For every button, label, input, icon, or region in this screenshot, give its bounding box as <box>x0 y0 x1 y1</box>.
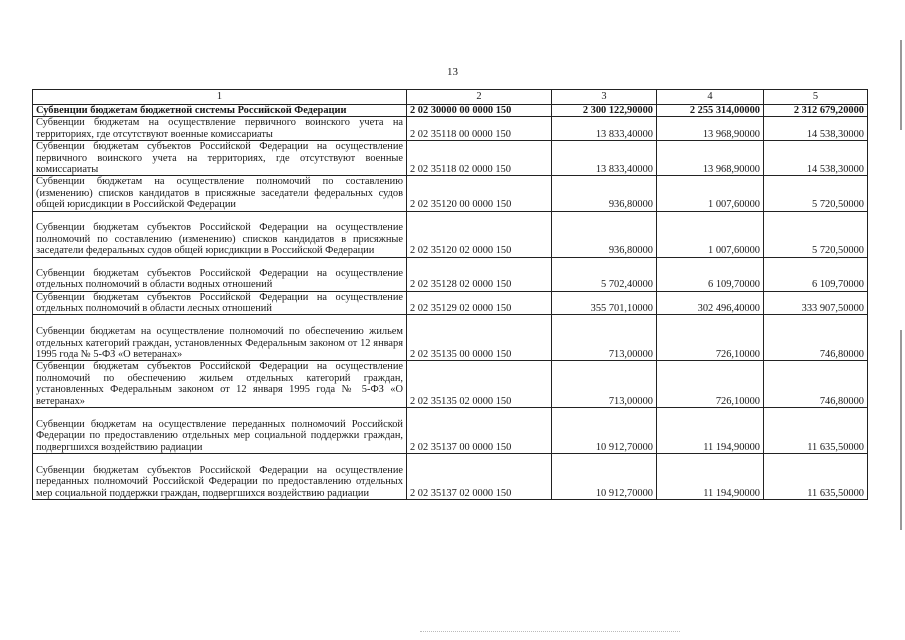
row-value-cell-col3: 10 912,70000 <box>552 408 657 454</box>
table-row <box>33 117 868 141</box>
row-value-cell-col4: 2 255 314,00000 <box>657 105 764 117</box>
row-name-cell: Субвенции бюджетам на осуществление полномочий по обеспечению жильем отдельных категорий граждан, установленных Федеральным законом от 12 января 1995 года № 5-ФЗ «О ветеранах» <box>33 315 407 361</box>
row-value-cell-col5: 6 109,70000 <box>764 257 868 291</box>
row-value-cell-col3: 5 702,40000 <box>552 257 657 291</box>
row-value-cell-col5: 333 907,50000 <box>764 291 868 315</box>
scan-artifact <box>420 631 680 633</box>
row-code-cell: 2 02 35137 00 0000 150 <box>407 408 552 454</box>
row-code-cell: 2 02 35128 02 0000 150 <box>407 257 552 291</box>
row-value-cell-col5: 2 312 679,20000 <box>764 105 868 117</box>
row-code-cell: 2 02 35135 00 0000 150 <box>407 315 552 361</box>
row-code-cell: 2 02 35135 02 0000 150 <box>407 361 552 408</box>
row-value-cell-col3: 713,00000 <box>552 315 657 361</box>
scan-edge-mark <box>900 330 902 530</box>
header-col-1: 1 <box>33 90 407 105</box>
row-code-cell: 2 02 35118 00 0000 150 <box>407 117 552 141</box>
table-row <box>33 454 868 500</box>
row-name-cell: Субвенции бюджетам субъектов Российской Федерации на осуществление переданных полномочий Российской Федерации по предоставлению отдельных мер социальной поддержки граждан, подвергшихся воздействию радиации <box>33 454 407 500</box>
table-row <box>33 315 868 361</box>
row-value-cell-col3: 13 833,40000 <box>552 141 657 176</box>
table-row <box>33 105 868 117</box>
table-row <box>33 257 868 291</box>
row-value-cell-col5: 746,80000 <box>764 315 868 361</box>
row-value-cell-col3: 355 701,10000 <box>552 291 657 315</box>
row-code-cell: 2 02 35120 00 0000 150 <box>407 176 552 211</box>
row-value-cell-col5: 14 538,30000 <box>764 117 868 141</box>
row-value-cell-col3: 713,00000 <box>552 361 657 408</box>
row-value-cell-col4: 726,10000 <box>657 361 764 408</box>
table-header-row <box>33 90 868 105</box>
row-value-cell-col5: 14 538,30000 <box>764 141 868 176</box>
table-row <box>33 361 868 408</box>
header-col-4: 4 <box>657 90 764 105</box>
row-code-cell: 2 02 35118 02 0000 150 <box>407 141 552 176</box>
table-row <box>33 141 868 176</box>
row-value-cell-col3: 13 833,40000 <box>552 117 657 141</box>
row-code-cell: 2 02 35137 02 0000 150 <box>407 454 552 500</box>
row-name-cell: Субвенции бюджетам на осуществление переданных полномочий Российской Федерации по предоставлению отдельных мер социальной поддержки граждан, подвергшихся воздействию радиации <box>33 408 407 454</box>
row-value-cell-col4: 6 109,70000 <box>657 257 764 291</box>
row-name-cell: Субвенции бюджетам субъектов Российской Федерации на осуществление отдельных полномочий в области лесных отношений <box>33 291 407 315</box>
row-value-cell-col4: 1 007,60000 <box>657 176 764 211</box>
row-value-cell-col4: 1 007,60000 <box>657 211 764 257</box>
row-value-cell-col3: 2 300 122,90000 <box>552 105 657 117</box>
budget-table <box>32 89 868 500</box>
table-body <box>33 105 868 500</box>
row-name-cell: Субвенции бюджетам бюджетной системы Российской Федерации <box>33 105 407 117</box>
row-value-cell-col4: 11 194,90000 <box>657 408 764 454</box>
row-value-cell-col4: 726,10000 <box>657 315 764 361</box>
row-code-cell: 2 02 30000 00 0000 150 <box>407 105 552 117</box>
row-code-cell: 2 02 35120 02 0000 150 <box>407 211 552 257</box>
scan-edge-mark <box>900 40 902 130</box>
row-value-cell-col4: 13 968,90000 <box>657 141 764 176</box>
row-value-cell-col4: 302 496,40000 <box>657 291 764 315</box>
row-value-cell-col4: 13 968,90000 <box>657 117 764 141</box>
row-value-cell-col3: 10 912,70000 <box>552 454 657 500</box>
row-code-cell: 2 02 35129 02 0000 150 <box>407 291 552 315</box>
row-value-cell-col5: 5 720,50000 <box>764 176 868 211</box>
table-row <box>33 176 868 211</box>
page-number: 13 <box>447 66 458 78</box>
row-value-cell-col5: 5 720,50000 <box>764 211 868 257</box>
row-value-cell-col3: 936,80000 <box>552 176 657 211</box>
table-row <box>33 291 868 315</box>
row-value-cell-col3: 936,80000 <box>552 211 657 257</box>
row-name-cell: Субвенции бюджетам субъектов Российской Федерации на осуществление полномочий по составлению (изменению) списков кандидатов в присяжные заседатели федеральных судов общей юрисдикции в Российской Федерации <box>33 211 407 257</box>
header-col-2: 2 <box>407 90 552 105</box>
row-value-cell-col5: 746,80000 <box>764 361 868 408</box>
row-value-cell-col5: 11 635,50000 <box>764 408 868 454</box>
row-value-cell-col4: 11 194,90000 <box>657 454 764 500</box>
row-name-cell: Субвенции бюджетам субъектов Российской Федерации на осуществление первичного воинского учета на территориях, где отсутствуют военные комиссариаты <box>33 141 407 176</box>
table-row <box>33 408 868 454</box>
row-name-cell: Субвенции бюджетам субъектов Российской Федерации на осуществление полномочий по обеспечению жильем отдельных категорий граждан, установленных Федеральным законом от 12 января 1995 года № 5-ФЗ «О ветеранах» <box>33 361 407 408</box>
row-value-cell-col5: 11 635,50000 <box>764 454 868 500</box>
header-col-3: 3 <box>552 90 657 105</box>
row-name-cell: Субвенции бюджетам на осуществление полномочий по составлению (изменению) списков кандидатов в присяжные заседатели федеральных судов общей юрисдикции в Российской Федерации <box>33 176 407 211</box>
row-name-cell: Субвенции бюджетам субъектов Российской Федерации на осуществление отдельных полномочий в области водных отношений <box>33 257 407 291</box>
header-col-5: 5 <box>764 90 868 105</box>
table-row <box>33 211 868 257</box>
row-name-cell: Субвенции бюджетам на осуществление первичного воинского учета на территориях, где отсутствуют военные комиссариаты <box>33 117 407 141</box>
